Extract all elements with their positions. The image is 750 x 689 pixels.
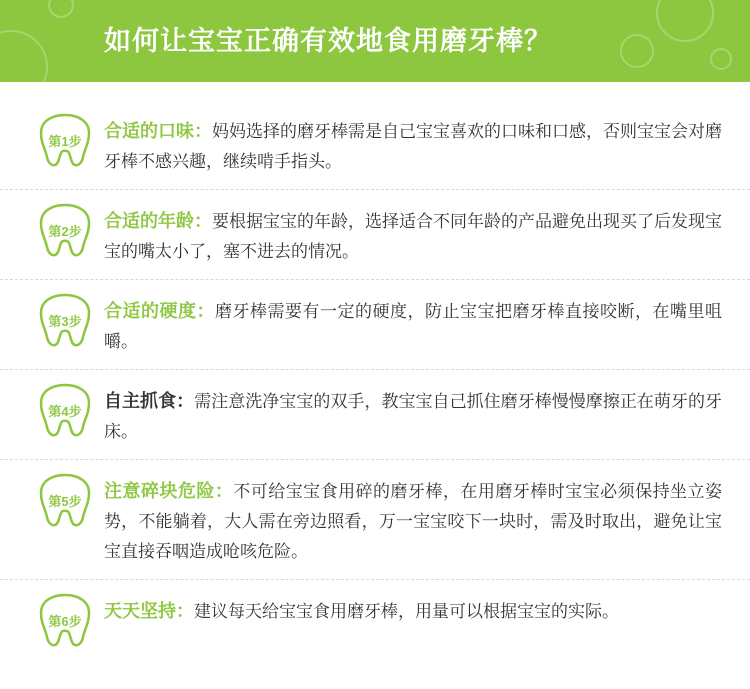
step-body: [104, 590, 722, 627]
step-badge-label: 第2步: [48, 223, 82, 239]
header-banner: [0, 0, 750, 82]
step-description: 不可给宝宝食用碎的磨牙棒，在用磨牙棒时宝宝必须保持坐立姿势，不能躺着，大人需在旁边照看，万一宝宝咬下一块时，需及时取出，避免让宝宝直接吞咽造成呛咳危险。: [104, 482, 723, 561]
tooth-badge-icon: [36, 472, 94, 528]
list-item: [0, 190, 750, 280]
circle-decoration-icon: [710, 48, 732, 70]
step-badge-label: 第3步: [48, 313, 82, 329]
step-body: [104, 290, 722, 357]
step-body: [104, 200, 722, 267]
step-title: 注意碎块危险：: [104, 481, 234, 501]
step-description: 需注意洗净宝宝的双手，教宝宝自己抓住磨牙棒慢慢摩擦正在萌牙的牙床。: [104, 392, 723, 441]
step-description: 妈妈选择的磨牙棒需是自己宝宝喜欢的口味和口感，否则宝宝会对磨牙棒不感兴趣，继续啃手指头。: [104, 122, 722, 171]
circle-decoration-icon: [0, 30, 48, 82]
step-description: 要根据宝宝的年龄，选择适合不同年龄的产品避免出现买了后发现宝宝的嘴太小了，塞不进去的情况。: [104, 212, 722, 261]
tooth-badge-icon: [36, 112, 94, 168]
list-item: [0, 100, 750, 190]
step-title: 合适的口味：: [104, 121, 212, 141]
tooth-badge-icon: [36, 382, 94, 438]
circle-decoration-icon: [656, 0, 714, 42]
step-badge-label: 第5步: [48, 493, 82, 509]
step-badge-label: 第4步: [48, 403, 82, 419]
page-title: 如何让宝宝正确有效地食用磨牙棒？: [104, 26, 552, 56]
steps-list: [0, 82, 750, 660]
circle-decoration-icon: [48, 0, 74, 18]
step-body: [104, 380, 722, 447]
list-item: [0, 460, 750, 580]
step-badge-label: 第1步: [48, 133, 82, 149]
step-body: [104, 470, 722, 567]
step-title: 合适的硬度：: [104, 301, 215, 321]
step-title: 合适的年龄：: [104, 211, 212, 231]
tooth-badge-icon: [36, 202, 94, 258]
step-title: 自主抓食：: [104, 391, 195, 411]
list-item: [0, 280, 750, 370]
list-item: [0, 370, 750, 460]
list-item: [0, 580, 750, 660]
tooth-badge-icon: [36, 292, 94, 348]
step-description: 建议每天给宝宝食用磨牙棒，用量可以根据宝宝的实际。: [194, 602, 619, 621]
tooth-badge-icon: [36, 592, 94, 648]
circle-decoration-icon: [620, 34, 654, 68]
step-badge-label: 第6步: [48, 613, 82, 629]
step-body: [104, 110, 722, 177]
step-description: 磨牙棒需要有一定的硬度，防止宝宝把磨牙棒直接咬断，在嘴里咀嚼。: [104, 302, 722, 351]
step-title: 天天坚持：: [104, 601, 194, 621]
